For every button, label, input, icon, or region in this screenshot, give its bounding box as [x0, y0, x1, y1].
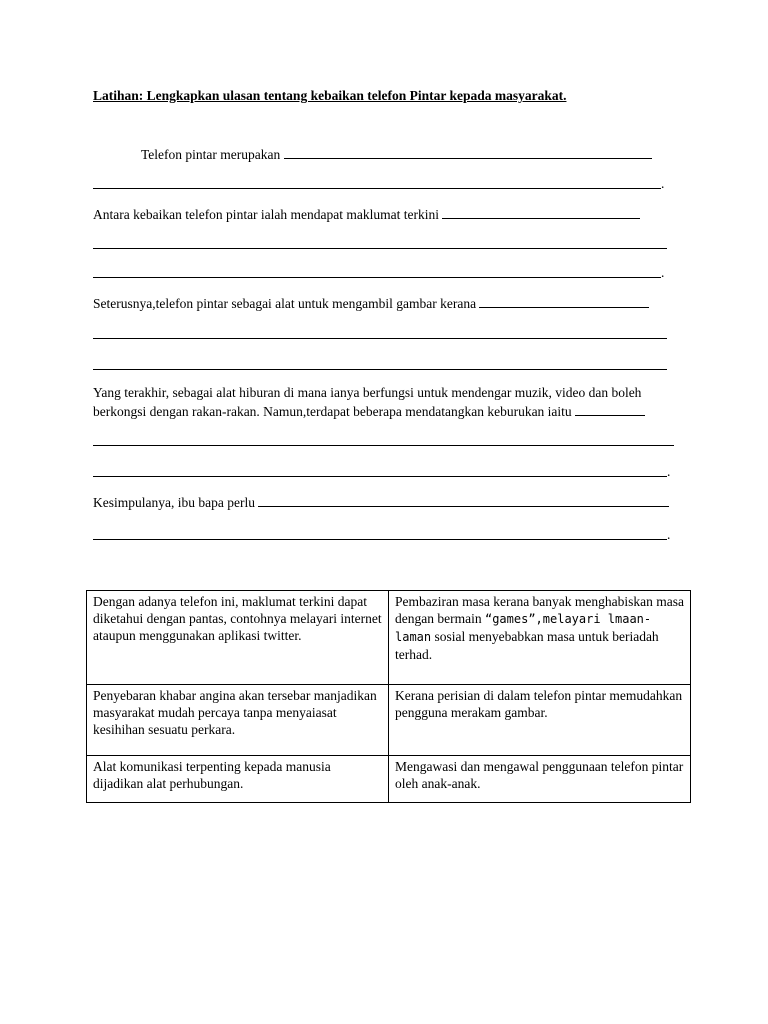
paragraph-3-line: [93, 295, 649, 313]
answer-blank-full-line[interactable]: [93, 248, 667, 249]
table-cell: Alat komunikasi terpenting kepada manusia dijadikan alat perhubungan.: [87, 756, 389, 803]
table-cell: Mengawasi dan mengawal penggunaan telefon pintar oleh anak-anak.: [389, 756, 691, 803]
worksheet-title: Latihan: Lengkapkan ulasan tentang kebaikan telefon Pintar kepada masyarakat.: [93, 88, 567, 103]
period-mark: .: [667, 464, 671, 479]
answer-blank-full-line[interactable]: [93, 539, 667, 540]
cell-text-games: “games”,melayari lmaan-laman: [395, 612, 652, 644]
table-row: [87, 591, 691, 685]
answer-blank[interactable]: [575, 403, 645, 416]
paragraph-4-line-1: [93, 384, 641, 402]
table-row: [87, 685, 691, 756]
paragraph-4-text-1: Yang terakhir, sebagai alat hiburan di mana ianya berfungsi untuk mendengar muzik, video dan boleh: [93, 385, 642, 400]
answer-blank[interactable]: [284, 146, 652, 159]
answer-blank-full-line[interactable]: [93, 445, 674, 446]
paragraph-5-line: [93, 494, 669, 512]
period-mark: .: [667, 527, 671, 542]
table-cell: Penyebaran khabar angina akan tersebar manjadikan masyarakat mudah percaya tanpa menyaiasat kesihihan sesuatu perkara.: [87, 685, 389, 756]
cell-text: sosial menyebabkan masa untuk beriadah terhad.: [395, 629, 659, 662]
answer-blank[interactable]: [442, 206, 640, 219]
paragraph-1-line: [141, 146, 652, 164]
answer-blank[interactable]: [258, 494, 669, 507]
table-cell: [389, 591, 691, 685]
cell-text: Pembaziran masa kerana banyak menghabiskan masa dengan bermain: [395, 594, 685, 626]
table-cell: Dengan adanya telefon ini, maklumat terkini dapat diketahui dengan pantas, contohnya melayari internet ataupun menggunakan aplikasi twitter.: [87, 591, 389, 685]
paragraph-3-prompt: Seterusnya,telefon pintar sebagai alat untuk mengambil gambar kerana: [93, 296, 477, 311]
paragraph-5-prompt: Kesimpulanya, ibu bapa perlu: [93, 495, 255, 510]
period-mark: .: [661, 176, 665, 191]
answer-options-table: [86, 590, 691, 803]
paragraph-2-prompt: Antara kebaikan telefon pintar ialah mendapat maklumat terkini: [93, 207, 439, 222]
period-mark: .: [661, 265, 665, 280]
paragraph-1-prompt: Telefon pintar merupakan: [141, 147, 281, 162]
answer-blank-full-line[interactable]: [93, 369, 667, 370]
answer-blank-full-line[interactable]: [93, 338, 667, 339]
answer-blank-full-line[interactable]: [93, 476, 667, 477]
paragraph-2-line: [93, 206, 640, 224]
answer-blank-full-line[interactable]: [93, 188, 661, 189]
table-row: [87, 756, 691, 803]
paragraph-4-line-2: [93, 403, 645, 421]
answer-blank[interactable]: [479, 295, 649, 308]
answer-blank-full-line[interactable]: [93, 277, 661, 278]
table-cell: Kerana perisian di dalam telefon pintar memudahkan pengguna merakam gambar.: [389, 685, 691, 756]
paragraph-4-text-2: berkongsi dengan rakan-rakan. Namun,terdapat beberapa mendatangkan keburukan iaitu: [93, 404, 572, 419]
